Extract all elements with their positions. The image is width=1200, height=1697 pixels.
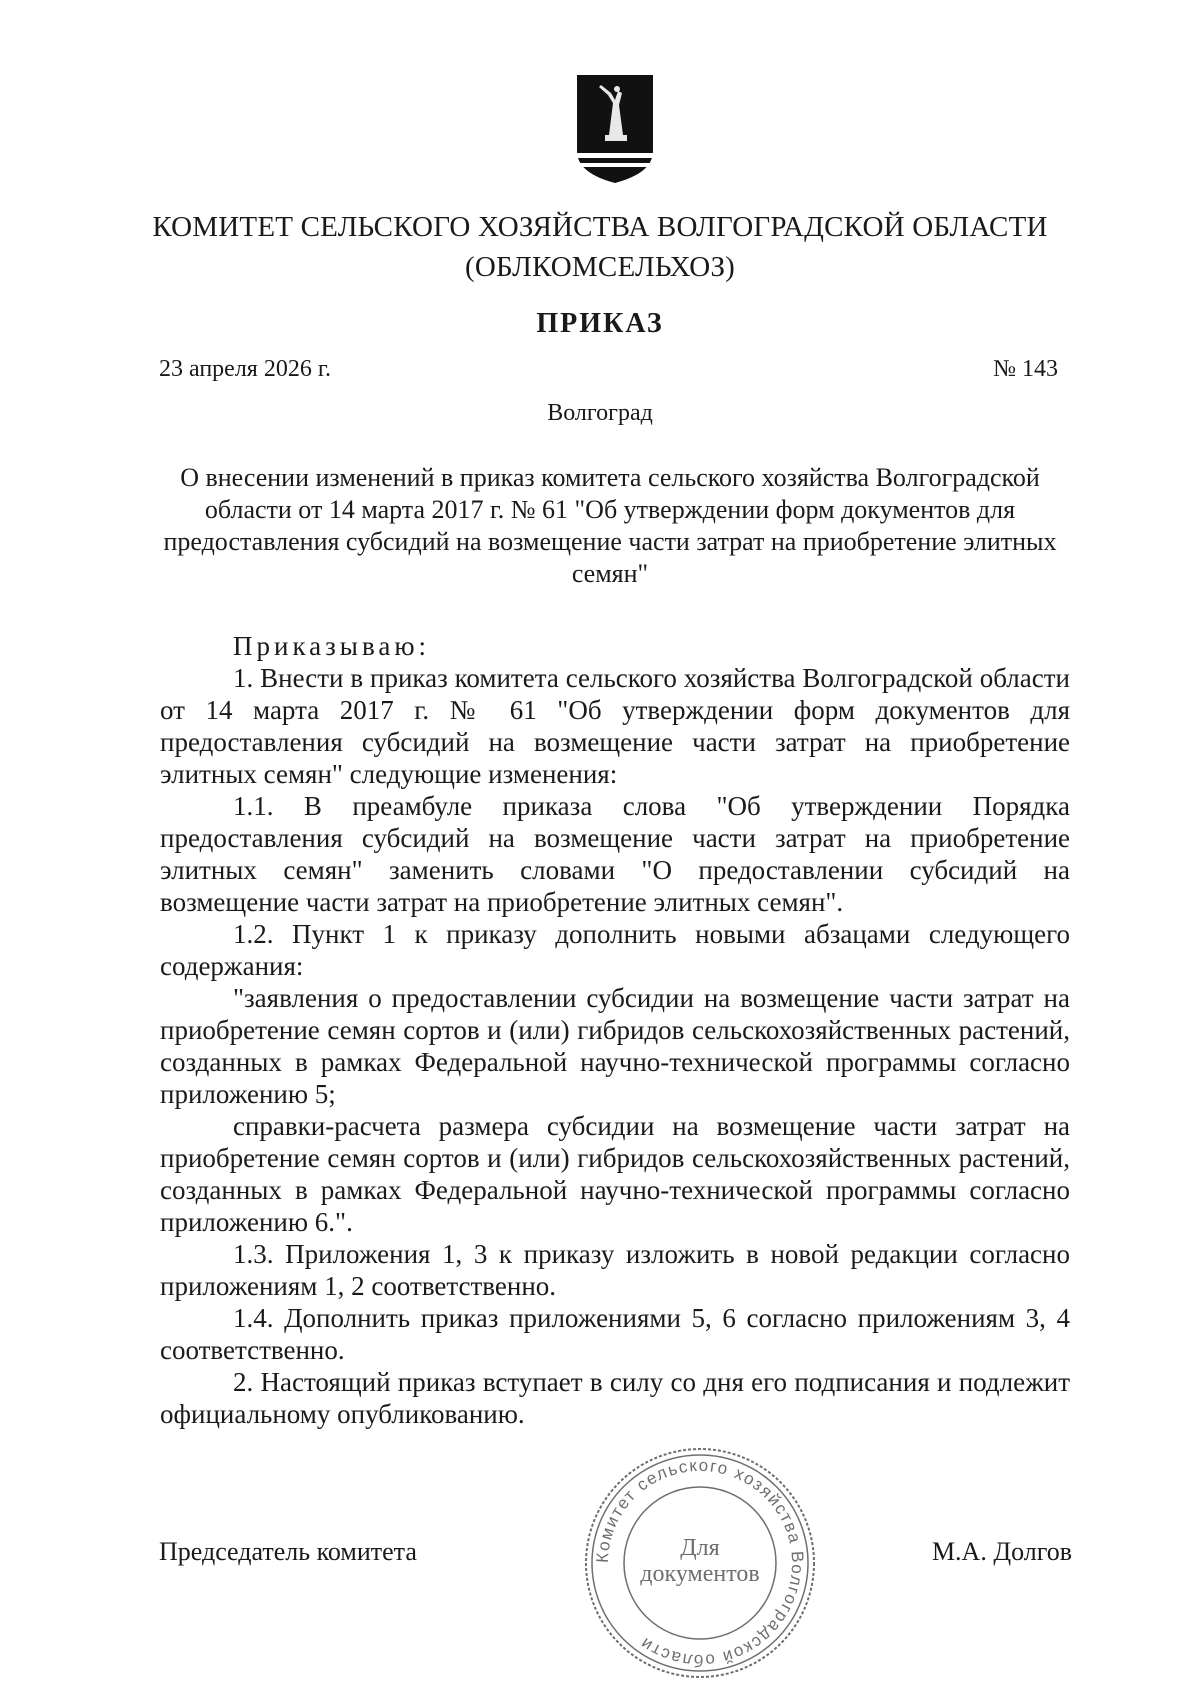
stamp-center-line2: документов [640,1561,760,1587]
document-date: 23 апреля 2026 г. [159,356,331,382]
stamp-center-line1: Для [680,1535,720,1561]
organization-name-line2: (ОБЛКОМСЕЛЬХОЗ) [464,251,736,283]
paragraph-1-2-item-2: справки-расчета размера субсидии на возмещение части затрат на приобретение семян сортов и (или) гибридов сельскохозяйственных растений, созданных в рамках Федеральной научно-технической программы согласно приложению 6.". [160,1111,1070,1237]
document-title: О внесении изменений в приказ комитета сельского хозяйства Волгоградской области от 14 марта 2017 г. № 61 "Об утверждении форм документов для предоставления субсидий на возмещение части затрат на приобретение элитных семян" [163,463,1057,588]
paragraph-1-1: 1.1. В преамбуле приказа слова "Об утверждении Порядка предоставления субсидий на возмещение части затрат на приобретение элитных семян" заменить словами "О предоставлении субсидий на возмещение части затрат на приобретение элитных семян". [160,791,1070,917]
coat-of-arms-emblem [575,73,655,185]
signatory-position: Председатель комитета [159,1537,417,1566]
document-body [160,630,1070,1430]
organization-name-line1: КОМИТЕТ СЕЛЬСКОГО ХОЗЯЙСТВА ВОЛГОГРАДСКОЙ ОБЛАСТИ [152,211,1048,243]
stamp-ring-text: Комитет сельского хозяйства Волгоградской области [592,1455,808,1671]
document-type: ПРИКАЗ [536,308,664,339]
official-stamp [580,1443,820,1683]
paragraph-1-3: 1.3. Приложения 1, 3 к приказу изложить в новой редакции согласно приложениям 1, 2 соответственно. [160,1239,1070,1301]
paragraph-1-2: 1.2. Пункт 1 к приказу дополнить новыми абзацами следующего содержания: [160,919,1070,981]
signatory-name: М.А. Долгов [931,1537,1072,1566]
organization-name [0,207,1200,287]
document-number: № 143 [993,356,1058,382]
order-word: Приказываю: [233,631,430,661]
document-city: Волгоград [547,400,653,426]
paragraph-1-2-item-1: "заявления о предоставлении субсидии на возмещение части затрат на приобретение семян сортов и (или) гибридов сельскохозяйственных растений, созданных в рамках Федеральной научно-технической программы согласно приложению 5; [160,983,1070,1109]
paragraph-1-4: 1.4. Дополнить приказ приложениями 5, 6 согласно приложениям 3, 4 соответственно. [160,1303,1070,1365]
paragraph-2: 2. Настоящий приказ вступает в силу со дня его подписания и подлежит официальному опубликованию. [160,1367,1070,1429]
paragraph-1: 1. Внести в приказ комитета сельского хозяйства Волгоградской области от 14 марта 2017 г. № 61 "Об утверждении форм документов для предоставления субсидий на возмещение части затрат на приобретение элитных семян" следующие изменения: [160,663,1070,789]
